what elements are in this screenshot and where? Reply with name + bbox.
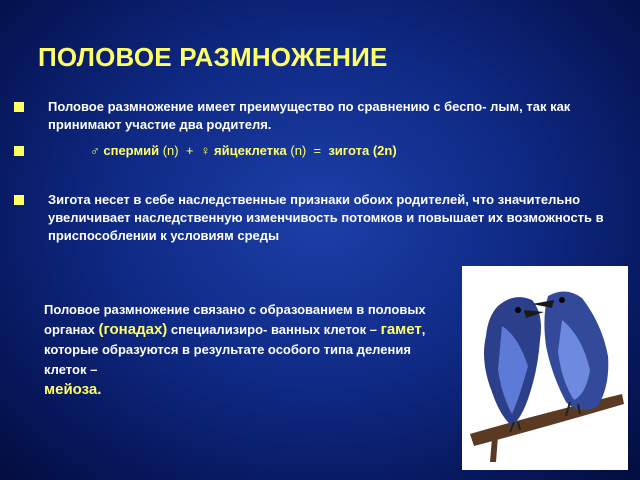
bullet-marker xyxy=(14,195,24,205)
female-symbol: ♀ xyxy=(200,143,211,158)
zygote-label: зигота (2n) xyxy=(328,143,397,158)
bullet-text-zygote: Зигота несет в себе наследственные признаки обоих родителей, что значительно увеличивает наследственную изменчивость потомков и повышает их возможность в приспособлении к условиям среды xyxy=(48,192,604,243)
equals-sign: = xyxy=(313,143,322,158)
gamete-text-2: специализиро- ванных клеток – xyxy=(170,322,377,337)
birds-image xyxy=(462,266,628,470)
bullet-text-advantage: Половое размножение имеет преимущество по сравнению с беспо- лым, так как принимают участие два родителя. xyxy=(48,99,571,132)
gamete-text-3: , которые образуются в результате особого типа деления клеток – xyxy=(44,322,426,377)
egg-ploidy: (n) xyxy=(290,143,307,158)
fertilization-formula xyxy=(90,142,610,160)
page-title: ПОЛОВОЕ РАЗМНОЖЕНИЕ xyxy=(38,42,388,72)
gonads-term: (гонадах) xyxy=(98,321,168,338)
gamete-paragraph xyxy=(44,300,444,400)
sperm-ploidy: (n) xyxy=(162,143,179,158)
plus-sign: + xyxy=(185,143,194,158)
bullet-marker xyxy=(14,102,24,112)
egg-label: яйцеклетка xyxy=(214,143,287,158)
birds-illustration xyxy=(462,266,628,470)
bullet-marker xyxy=(14,146,24,156)
gamete-text-1: Половое размножение связано с образованием в половых органах xyxy=(44,302,426,337)
meiosis-term: мейоза. xyxy=(44,381,102,398)
sperm-label: спермий xyxy=(103,143,160,158)
male-symbol: ♂ xyxy=(90,143,100,158)
gametes-term: гамет xyxy=(380,321,422,338)
